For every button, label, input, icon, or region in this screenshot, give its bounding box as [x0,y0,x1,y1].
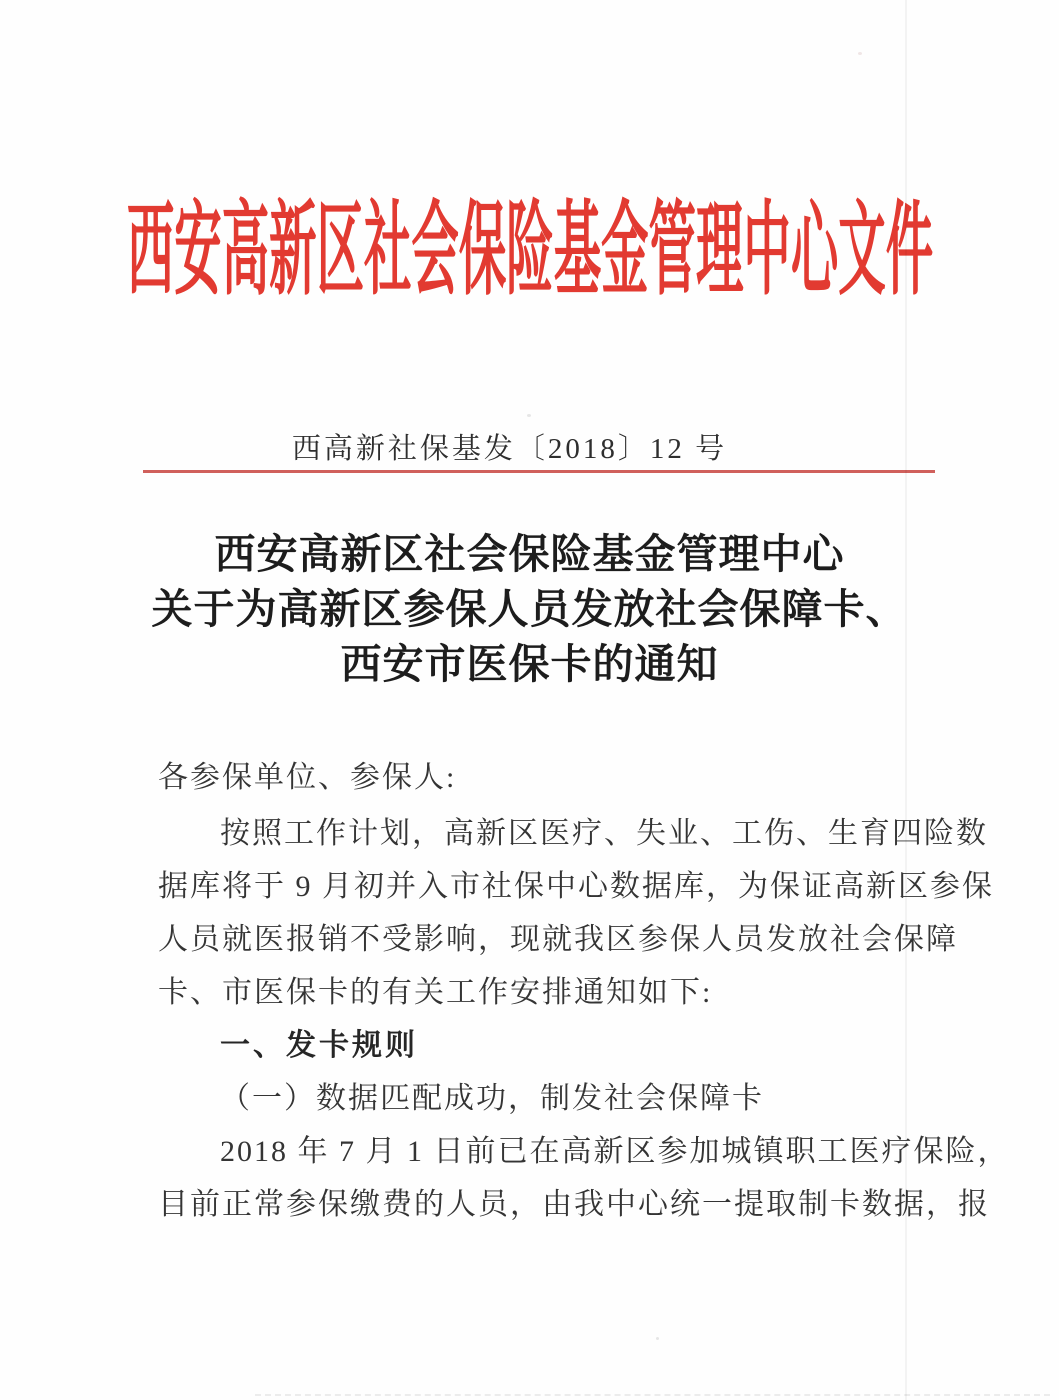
red-divider-line [143,470,935,473]
salutation-line: 各参保单位、参保人: [158,761,457,794]
notice-title [0,527,1059,692]
notice-title-line-1: 西安高新区社会保险基金管理中心 [214,531,845,577]
document-masthead [0,192,1059,312]
section-heading: 一、发卡规则 [220,1029,418,1062]
scan-artifact-speck [656,1337,659,1340]
paragraph-1-line-4: 卡、市医保卡的有关工作安排通知如下: [158,976,713,1009]
paragraph-1-line-3: 人员就医报销不受影响，现就我区参保人员发放社会保障 [158,923,958,956]
notice-title-line-2: 关于为高新区参保人员发放社会保障卡、 [151,586,908,632]
paragraph-1-line-2: 据库将于 9 月初并入市社保中心数据库，为保证高新区参保 [158,870,994,903]
document-body [158,751,1010,1231]
subsection-heading: （一）数据匹配成功，制发社会保障卡 [220,1082,764,1115]
scan-artifact-speck [858,52,862,55]
paragraph-2-line-1: 2018 年 7 月 1 日前已在高新区参加城镇职工医疗保险， [220,1135,1010,1168]
paragraph-1-line-1: 按照工作计划，高新区医疗、失业、工伤、生育四险数 [220,817,988,850]
document-number: 西高新社保基发〔2018〕12 号 [291,433,728,465]
scan-artifact-speck [527,414,531,417]
scan-artifact-bottom-edge [255,1394,1050,1396]
scan-artifact-vertical-line [905,0,907,1400]
masthead-title: 西安高新区社会保险基金管理中心文件 [126,195,933,308]
notice-title-line-3: 西安市医保卡的通知 [340,641,719,687]
paragraph-2-line-2: 目前正常参保缴费的人员，由我中心统一提取制卡数据，报 [158,1188,990,1221]
